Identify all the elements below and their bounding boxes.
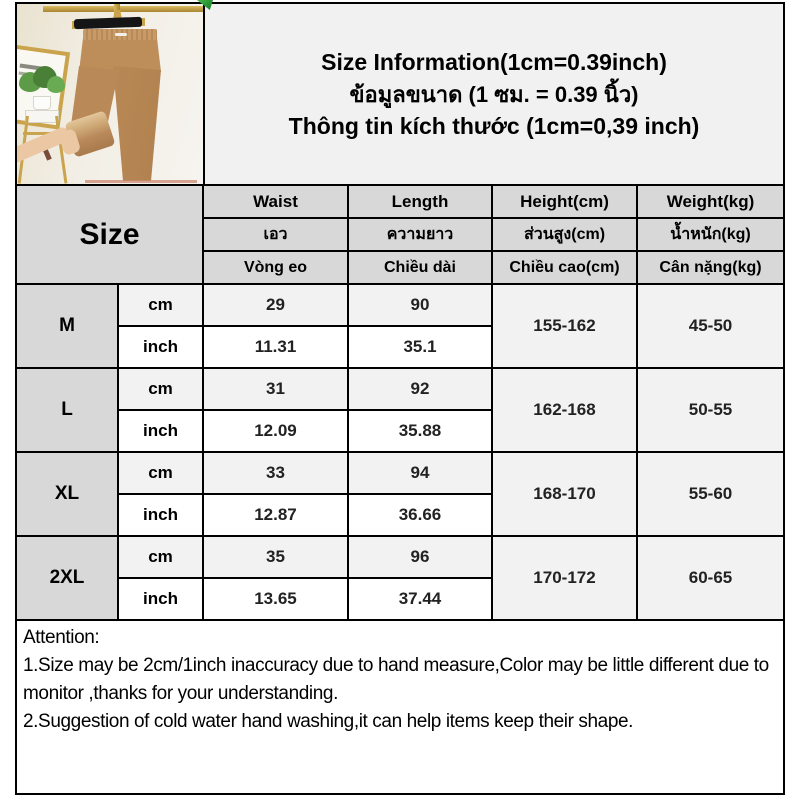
unit-label-cm: cm xyxy=(119,369,202,409)
col-header-weight-vi: Cân nặng(kg) xyxy=(638,252,783,283)
col-header-length-en: Length xyxy=(349,186,491,217)
col-header-length-th: ความยาว xyxy=(349,219,491,250)
unit-label-inch: inch xyxy=(119,411,202,451)
col-header-waist-en: Waist xyxy=(204,186,347,217)
2xl-weight: 60-65 xyxy=(638,537,783,619)
attention-line-2: 2.Suggestion of cold water hand washing,it can help items keep their shape. xyxy=(23,711,634,732)
size-label-xl: XL xyxy=(17,453,117,535)
xl-length-cm: 94 xyxy=(349,453,491,493)
l-weight: 50-55 xyxy=(638,369,783,451)
unit-label-cm: cm xyxy=(119,285,202,325)
size-table xyxy=(17,186,783,619)
xl-height: 168-170 xyxy=(493,453,636,535)
clothing-rail xyxy=(43,6,203,12)
corner-size-label: Size xyxy=(17,186,202,283)
col-header-waist-th: เอว xyxy=(204,219,347,250)
size-label-2xl: 2XL xyxy=(17,537,117,619)
l-height: 162-168 xyxy=(493,369,636,451)
title-line-vietnamese: Thông tin kích thước (1cm=0,39 inch) xyxy=(288,112,700,139)
wrist-watch xyxy=(43,149,52,160)
title-line-english: Size Information(1cm=0.39inch) xyxy=(321,48,667,75)
l-length-inch: 35.88 xyxy=(349,411,491,451)
unit-label-cm: cm xyxy=(119,453,202,493)
unit-label-inch: inch xyxy=(119,579,202,619)
col-header-waist-vi: Vòng eo xyxy=(204,252,347,283)
m-length-inch: 35.1 xyxy=(349,327,491,367)
unit-label-inch: inch xyxy=(119,327,202,367)
col-header-weight-en: Weight(kg) xyxy=(638,186,783,217)
l-waist-inch: 12.09 xyxy=(204,411,347,451)
plant-pot xyxy=(33,96,51,110)
2xl-waist-cm: 35 xyxy=(204,537,347,577)
hanger-bar xyxy=(74,17,142,29)
size-info-title xyxy=(205,4,783,184)
l-length-cm: 92 xyxy=(349,369,491,409)
m-height: 155-162 xyxy=(493,285,636,367)
unit-label-cm: cm xyxy=(119,537,202,577)
xl-waist-cm: 33 xyxy=(204,453,347,493)
2xl-length-cm: 96 xyxy=(349,537,491,577)
xl-length-inch: 36.66 xyxy=(349,495,491,535)
xl-weight: 55-60 xyxy=(638,453,783,535)
col-header-length-vi: Chiều dài xyxy=(349,252,491,283)
size-chart-sheet xyxy=(15,2,785,795)
attention-heading: Attention: xyxy=(23,627,100,648)
col-header-height-vi: Chiều cao(cm) xyxy=(493,252,636,283)
m-length-cm: 90 xyxy=(349,285,491,325)
top-section xyxy=(17,4,783,184)
2xl-waist-inch: 13.65 xyxy=(204,579,347,619)
title-line-thai: ข้อมูลขนาด (1 ซม. = 0.39 นิ้ว) xyxy=(349,81,639,107)
l-waist-cm: 31 xyxy=(204,369,347,409)
col-header-weight-th: น้ำหนัก(kg) xyxy=(638,219,783,250)
unit-label-inch: inch xyxy=(119,495,202,535)
xl-waist-inch: 12.87 xyxy=(204,495,347,535)
attention-note xyxy=(17,621,783,793)
size-label-m: M xyxy=(17,285,117,367)
floor-line xyxy=(85,180,197,183)
m-weight: 45-50 xyxy=(638,285,783,367)
col-header-height-en: Height(cm) xyxy=(493,186,636,217)
m-waist-inch: 11.31 xyxy=(204,327,347,367)
book-stack xyxy=(25,110,59,123)
2xl-length-inch: 37.44 xyxy=(349,579,491,619)
col-header-height-th: ส่วนสูง(cm) xyxy=(493,219,636,250)
plant-leaf xyxy=(47,76,65,93)
m-waist-cm: 29 xyxy=(204,285,347,325)
2xl-height: 170-172 xyxy=(493,537,636,619)
product-photo xyxy=(17,4,203,184)
attention-line-1: 1.Size may be 2cm/1inch inaccuracy due to hand measure,Color may be little different due to monitor ,thanks for your understanding. xyxy=(23,655,769,704)
pants-drawstring xyxy=(115,33,127,36)
size-label-l: L xyxy=(17,369,117,451)
